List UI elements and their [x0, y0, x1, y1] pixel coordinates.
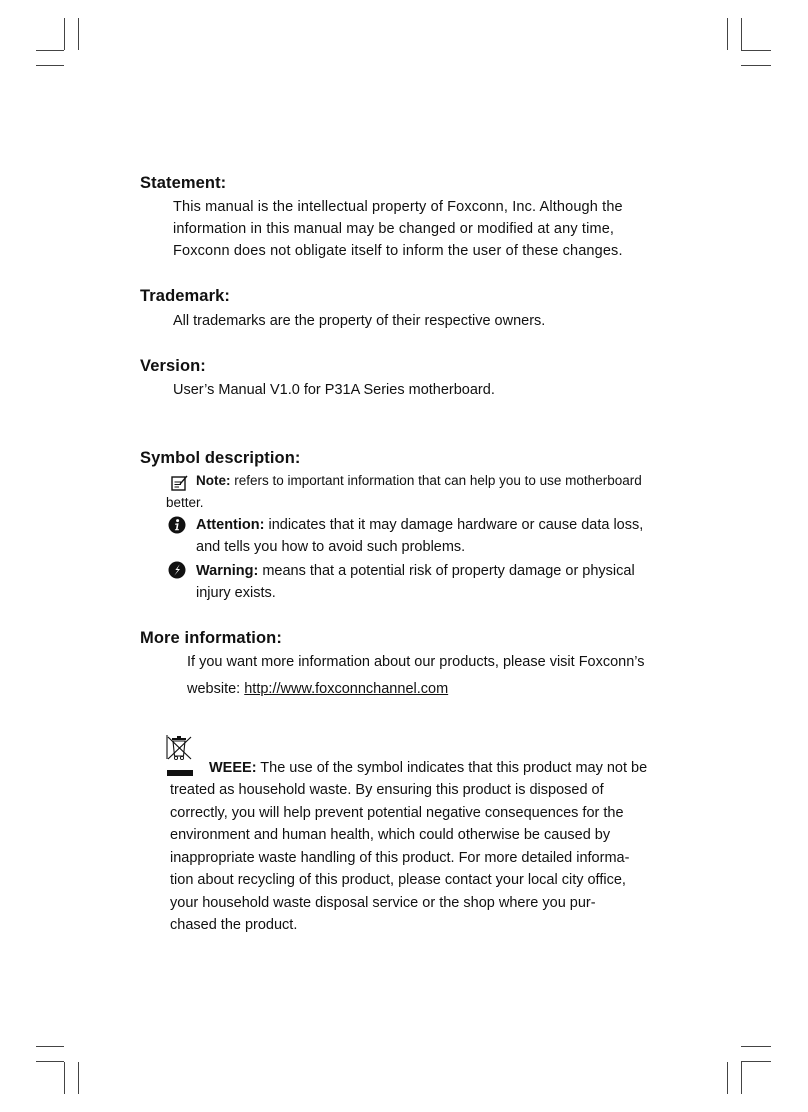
attention-description	[196, 514, 643, 558]
website-label: website:	[187, 681, 245, 697]
attention-text: indicates that it may damage hardware or cause data loss,	[264, 517, 644, 533]
website-link[interactable]: http://www.foxconnchannel.com	[244, 681, 449, 697]
note-text-continued: better.	[166, 495, 204, 510]
note-icon	[171, 474, 188, 491]
more-information-text: If you want more information about our products, please visit Foxconn’s	[187, 654, 645, 670]
warning-description	[196, 560, 635, 604]
statement-line: information in this manual may be changed or modified at any time,	[173, 221, 615, 237]
attention-text-continued: and tells you how to avoid such problems.	[196, 539, 466, 555]
warning-text: means that a potential risk of property damage or physical	[258, 563, 635, 579]
weee-line: correctly, you will help prevent potential negative consequences for the	[170, 804, 624, 821]
website-line	[187, 678, 448, 700]
statement-line: Foxconn does not obligate itself to inform the user of these changes.	[173, 243, 623, 259]
attention-label: Attention:	[196, 517, 265, 533]
note-text: refers to important information that can help you to use motherboard	[230, 473, 642, 488]
weee-label: WEEE:	[209, 760, 257, 776]
warning-icon	[168, 561, 186, 579]
info-icon	[168, 516, 186, 534]
weee-line: tion about recycling of this product, please contact your local city office,	[170, 872, 626, 888]
note-description	[196, 470, 642, 492]
symbol-description-heading: Symbol description:	[140, 449, 301, 467]
version-text: User’s Manual V1.0 for P31A Series motherboard.	[173, 382, 495, 398]
statement-paragraph	[173, 196, 623, 262]
statement-heading: Statement:	[140, 174, 227, 192]
weee-paragraph	[170, 779, 629, 937]
more-information-heading: More information:	[140, 629, 282, 647]
weee-first-line	[209, 757, 647, 779]
note-label: Note:	[196, 473, 231, 488]
weee-line: treated as household waste. By ensuring this product is disposed of	[170, 782, 604, 798]
warning-label: Warning:	[196, 563, 259, 579]
trademark-text: All trademarks are the property of their respective owners.	[173, 313, 546, 329]
weee-line: inappropriate waste handling of this product. For more detailed informa-	[170, 849, 630, 866]
weee-line: your household waste disposal service or the shop where you pur-	[170, 894, 596, 911]
warning-text-continued: injury exists.	[196, 585, 276, 601]
statement-line: This manual is the intellectual property of Foxconn, Inc. Although the	[173, 199, 623, 215]
weee-line: environment and human health, which could otherwise be caused by	[170, 827, 611, 843]
trademark-heading: Trademark:	[140, 287, 230, 305]
weee-line: chased the product.	[170, 917, 298, 933]
weee-text: The use of the symbol indicates that this product may not be	[256, 760, 648, 776]
version-heading: Version:	[140, 357, 206, 375]
weee-bin-icon	[165, 733, 195, 781]
